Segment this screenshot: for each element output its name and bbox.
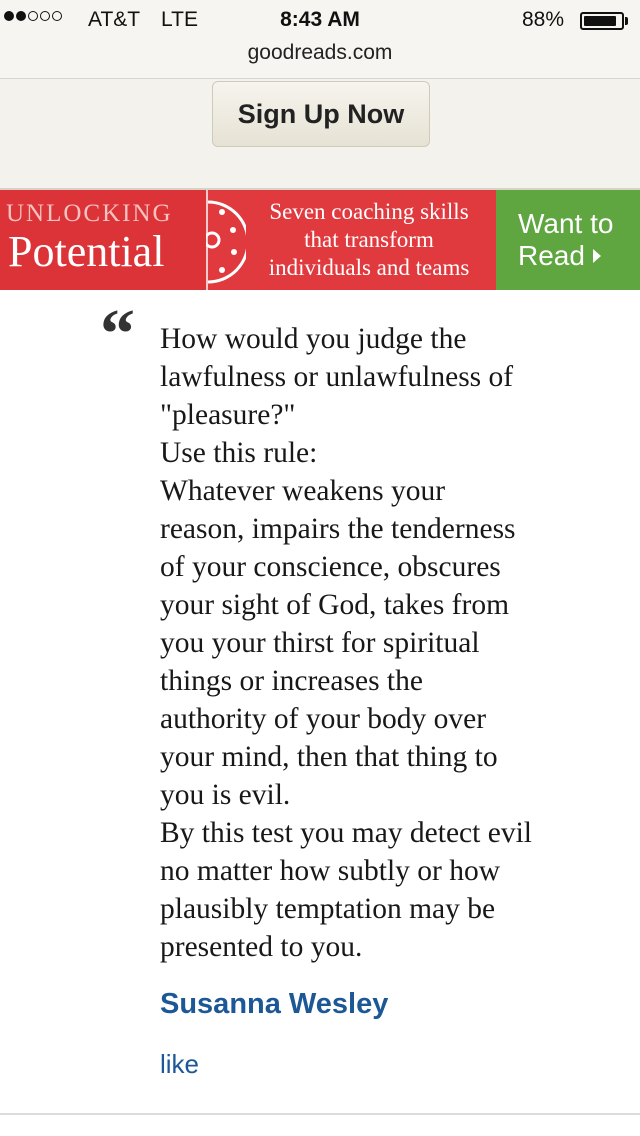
quote-line: "pleasure?" (160, 399, 296, 431)
ad-banner[interactable] (0, 190, 640, 290)
author-link[interactable]: Susanna Wesley (160, 988, 389, 1020)
quote-line: lawfulness or unlawfulness of (160, 361, 514, 393)
status-bar (0, 0, 640, 40)
quote-line: things or increases the (160, 665, 423, 697)
status-time: 8:43 AM (280, 8, 360, 31)
ad-logo (0, 190, 208, 290)
quote-text (160, 320, 630, 966)
quote-line: plausibly temptation may be (160, 893, 496, 925)
play-arrow-icon (593, 249, 601, 263)
url-text: goodreads.com (247, 41, 393, 64)
cta-line2: Read (518, 240, 585, 271)
quote-line: your sight of God, takes from (160, 589, 510, 621)
quote-line: you is evil. (160, 779, 291, 811)
like-link[interactable]: like (160, 1049, 200, 1079)
quote-line: Whatever weakens your (160, 475, 446, 507)
ad-tagline (244, 198, 494, 282)
quote-line: your mind, then that thing to (160, 741, 498, 773)
sign-up-button[interactable]: Sign Up Now (212, 81, 430, 147)
quote-line: How would you judge the (160, 323, 467, 355)
battery-fill (584, 16, 616, 26)
quote-line: Use this rule: (160, 437, 318, 469)
ad-tagline-line: that transform (304, 227, 434, 252)
battery-percent: 88% (522, 8, 565, 31)
carrier-name: AT&T (88, 8, 141, 31)
ad-title-line1: UNLOCKING (6, 200, 173, 227)
ad-title-line2: Potential (8, 227, 165, 276)
quote-mark-icon: “ (100, 296, 135, 373)
address-bar[interactable] (0, 40, 640, 79)
quote-line: no matter how subtly or how (160, 855, 501, 887)
quote-line: reason, impairs the tenderness (160, 513, 516, 545)
want-to-read-button[interactable] (496, 190, 640, 290)
quote-line: authority of your body over (160, 703, 487, 735)
divider (0, 1113, 640, 1115)
ad-tagline-line: individuals and teams (268, 255, 470, 280)
quote-line: of your conscience, obscures (160, 551, 501, 583)
ad-tagline-line: Seven coaching skills (269, 199, 469, 224)
quote-line: By this test you may detect evil (160, 817, 532, 849)
battery-icon (580, 12, 624, 30)
battery-tip (625, 17, 628, 25)
quote-line: you your thirst for spiritual (160, 627, 480, 659)
network-type: LTE (161, 8, 198, 31)
site-header (0, 79, 640, 190)
ad-lock-icon (206, 190, 246, 290)
quote-line: presented to you. (160, 931, 363, 963)
cta-line1: Want to (518, 208, 614, 239)
